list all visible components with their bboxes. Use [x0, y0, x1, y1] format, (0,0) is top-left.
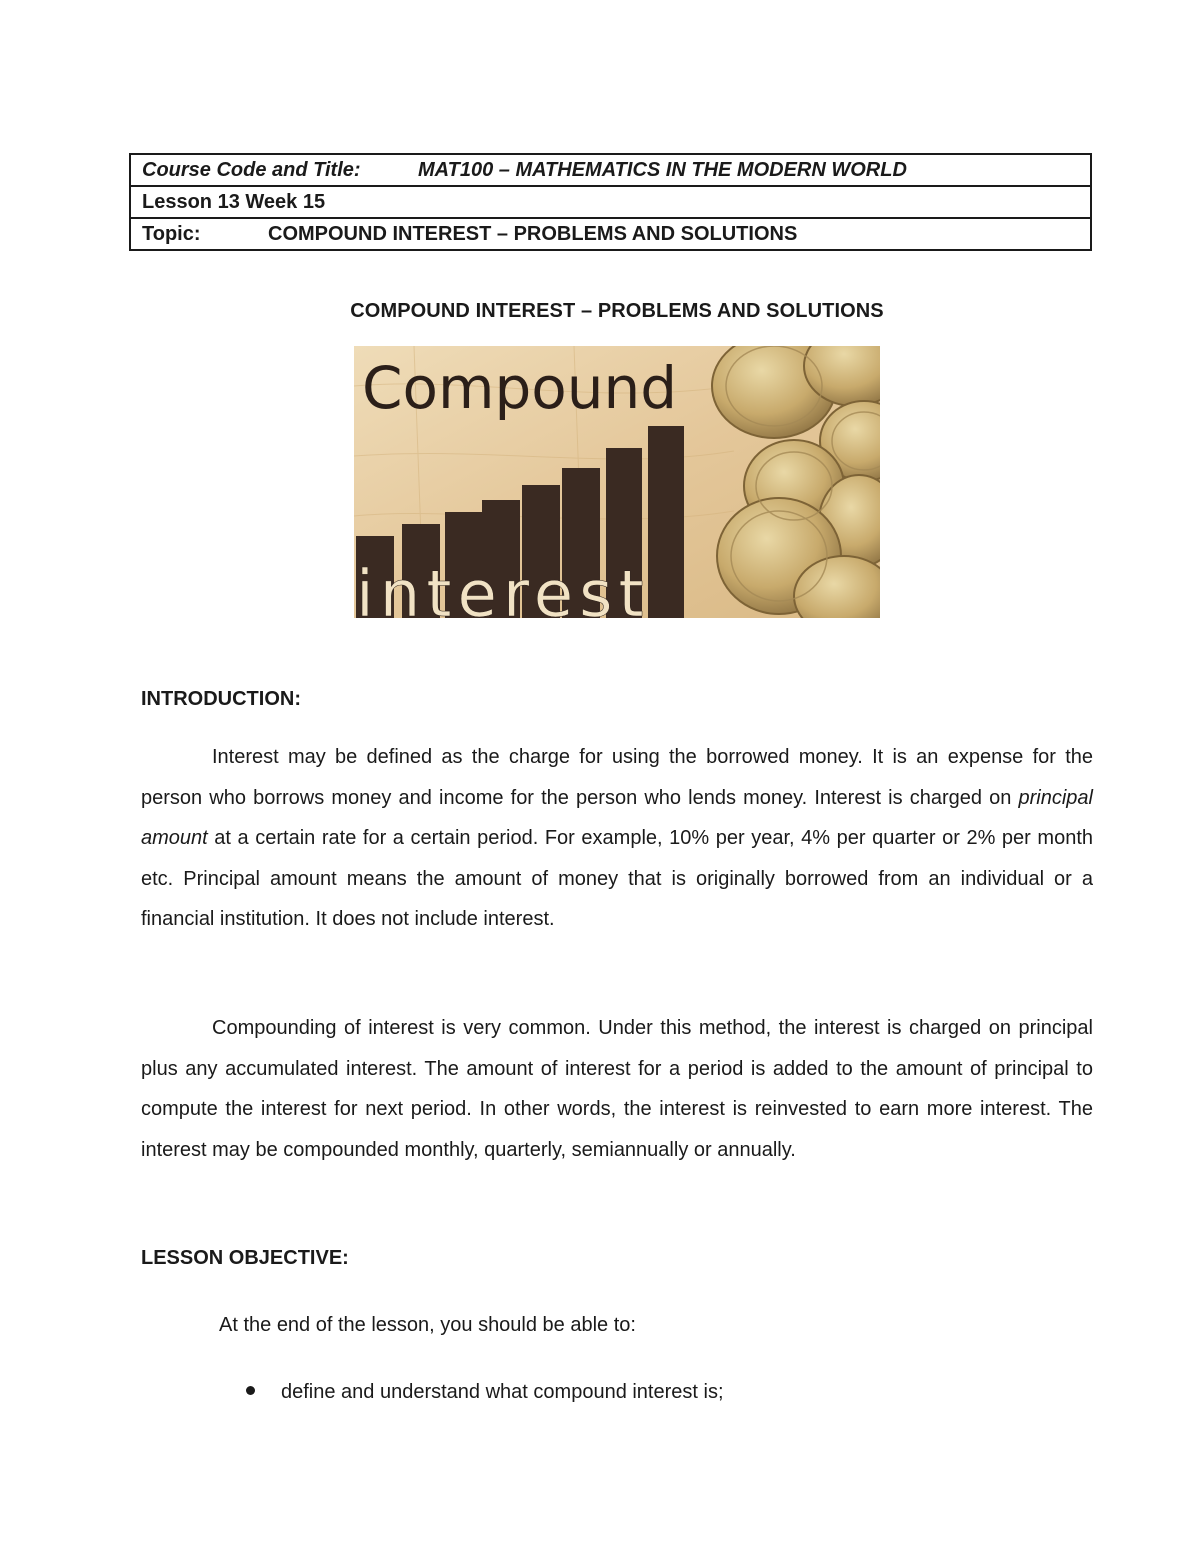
- topic-value: COMPOUND INTEREST – PROBLEMS AND SOLUTIONS: [268, 223, 798, 245]
- bullet-icon: [246, 1386, 255, 1395]
- lesson-label: Lesson 13 Week 15: [130, 186, 1091, 218]
- topic-row: [130, 218, 1091, 250]
- course-header-table: [129, 153, 1092, 251]
- principal-amount-term: principal amount: [141, 786, 1093, 850]
- course-row: [130, 154, 1091, 186]
- word-compound: Compound: [362, 354, 678, 422]
- lesson-row: [130, 186, 1091, 218]
- lesson-objective-heading: LESSON OBJECTIVE:: [141, 1247, 349, 1269]
- compound-interest-illustration: [354, 346, 880, 618]
- introduction-paragraph-2: Compounding of interest is very common. Under this method, the interest is charged on principal plus any accumulated interest. The amount of interest for a period is added to the amount of principal to compute the interest for next period. In other words, the interest is reinvested to earn more interest. The interest may be compounded monthly, quarterly, semiannually or annually.: [141, 1017, 1093, 1161]
- objective-bullet-text: define and understand what compound interest is;: [281, 1381, 724, 1403]
- course-value: MAT100 – MATHEMATICS IN THE MODERN WORLD: [418, 159, 907, 181]
- introduction-paragraph-1: Interest may be defined as the charge for using the borrowed money. It is an expense for the person who borrows money and income for the person who lends money. Interest is charged on principal amount at a certain rate for a certain period. For example, 10% per year, 4% per quarter or 2% per month etc. Principal amount means the amount of money that is originally borrowed from an individual or a financial institution. It does not include interest.: [141, 746, 1093, 931]
- topic-label: Topic:: [142, 223, 201, 245]
- objective-bullet: [246, 1381, 724, 1404]
- objective-intro: At the end of the lesson, you should be able to:: [219, 1314, 636, 1336]
- word-interest: interest: [356, 558, 650, 618]
- course-label: Course Code and Title:: [142, 159, 361, 181]
- introduction-heading: INTRODUCTION:: [141, 688, 301, 710]
- document-title: COMPOUND INTEREST – PROBLEMS AND SOLUTIONS: [350, 300, 884, 322]
